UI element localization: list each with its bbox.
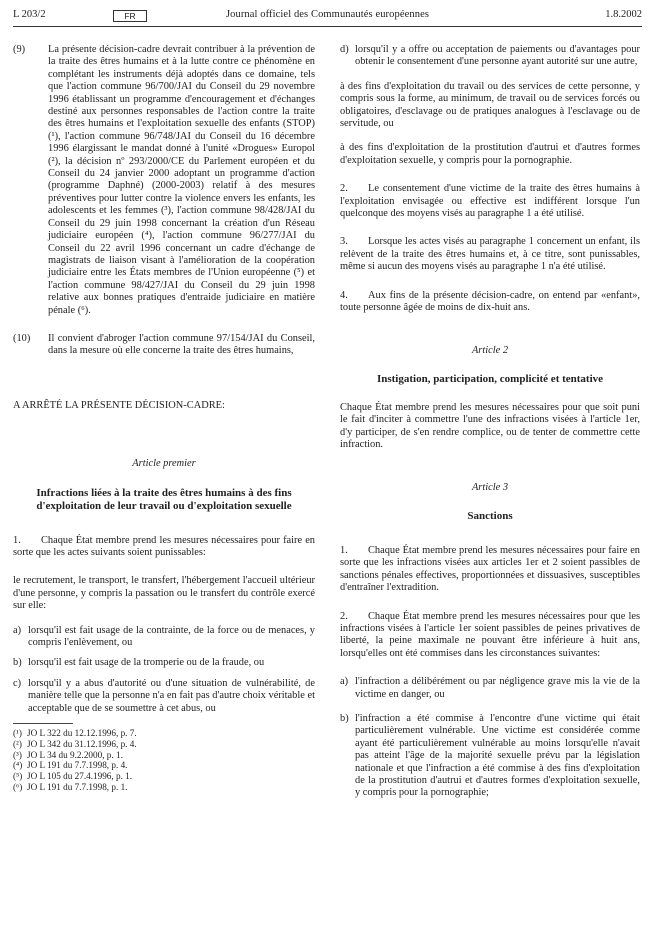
- recital-9: [13, 44, 315, 317]
- footnote-text: JO L 105 du 27.4.1996, p. 1.: [27, 771, 133, 782]
- recital-10: [13, 333, 315, 358]
- list-item: [340, 44, 640, 69]
- publication-date: 1.8.2002: [605, 9, 642, 20]
- paragraph-text: Chaque État membre prend les mesures nécessaires pour faire en sorte que les infractions visées aux articles 1er et 2 soient passibles de sanctions pénales effectives, proportionnées et dissuasives, susceptibles d'entraîner l'extradition.: [340, 544, 640, 594]
- paragraph-3: [340, 236, 640, 273]
- paragraph-number: 2.: [340, 610, 348, 622]
- list-marker: d): [340, 44, 349, 55]
- journal-title: Journal officiel des Communautés européennes: [225, 9, 430, 20]
- article-2-title: Instigation, participation, complicité et tentative: [376, 372, 604, 385]
- list-item: [340, 713, 640, 800]
- footnote-mark: (¹): [13, 728, 22, 739]
- footnote: [13, 771, 315, 782]
- article-3-paragraph-1: [340, 545, 640, 595]
- footnote-mark: (²): [13, 738, 22, 749]
- list-marker: c): [13, 677, 22, 689]
- footnote-text: JO L 191 du 7.7.1998, p. 4.: [27, 760, 128, 771]
- paragraph-number: 1.: [340, 544, 348, 556]
- page-reference: L 203/2: [13, 9, 46, 20]
- list-text: lorsqu'il y a offre ou acceptation de paiements ou d'avantages pour obtenir le consentement d'une personne ayant autorité sur une autre,: [355, 44, 640, 68]
- paragraph-number: 3.: [340, 236, 348, 248]
- intro-text: le recrutement, le transport, le transfert, l'hébergement l'accueil ultérieur d'une personne, y compris la passation ou le transfert du contrôle exercé sur elle:: [13, 575, 315, 612]
- paragraph-number: 1.: [13, 534, 21, 546]
- purpose-sexual: à des fins d'exploitation de la prostitution d'autrui et d'autres formes d'exploitation sexuelle, y compris pour la pornographie.: [340, 142, 640, 166]
- paragraph-text: Le consentement d'une victime de la traite des êtres humains à l'exploitation envisagée ou effective est indifférent lorsque l'un quelconque des moyens visés au paragraphe 1 a été utilisé.: [340, 183, 640, 220]
- footnote-mark: (⁶): [13, 782, 23, 793]
- article-title: Infractions liées à la traite des êtres humains à des fins d'exploitation de leur travail ou d'exploitation sexuelle: [36, 486, 292, 512]
- footnote-text: JO L 191 du 7.7.1998, p. 1.: [27, 782, 128, 793]
- footnote: [13, 750, 315, 761]
- left-column: [13, 44, 315, 925]
- article-3-title: Sanctions: [467, 509, 513, 522]
- list-text: lorsqu'il y a abus d'autorité ou d'une situation de vulnérabilité, de manière telle que la personne n'a en fait pas d'autre choix véritable et acceptable que de se soumettre à cet abus, ou: [28, 677, 315, 714]
- language-box: FR: [113, 10, 147, 22]
- list-item: [13, 625, 315, 650]
- article-3-paragraph-2: [340, 611, 640, 661]
- paragraph-number: 4.: [340, 289, 348, 301]
- list-item: [340, 676, 640, 701]
- list-item: [13, 678, 315, 715]
- list-text: l'infraction a délibérément ou par négligence grave mis la vie de la victime en danger, ou: [355, 676, 640, 700]
- list-text: lorsqu'il est fait usage de la tromperie ou de la fraude, ou: [28, 657, 265, 669]
- article-2-text: Chaque État membre prend les mesures nécessaires pour que soit puni le fait d'inciter à commettre l'une des infractions visées à l'article 1er, d'y participer, de s'en rendre complice, ou de tenter de commettre cette infraction.: [340, 401, 640, 451]
- page-header: [13, 9, 642, 23]
- paragraph-number: 2.: [340, 183, 348, 195]
- footnote-mark: (⁵): [13, 771, 23, 782]
- footnote: [13, 782, 315, 793]
- article-3-label: Article 3: [471, 481, 509, 493]
- paragraph-text: Aux fins de la présente décision-cadre, on entend par «enfant», toute personne âgée de moins de dix-huit ans.: [340, 289, 640, 314]
- footnote: [13, 760, 315, 771]
- purpose-labour: à des fins d'exploitation du travail ou des services de cette personne, y compris sous la forme, au minimum, de travail ou de services forcés ou obligatoires, d'esclavage ou de pratiques analogues à l'esclavage ou de servitude, ou: [340, 80, 640, 130]
- footnote: [13, 728, 315, 739]
- list-text: l'infraction a été commise à l'encontre d'une victime qui était particulièrement vulnérable. Une victime est considérée comme ayant été particulièrement vulnérable au moins lorsqu'elle n'avait pas atteint l'âge de la majorité sexuelle prévu par la législation nationale et que l'infraction a été commise à des fins d'exploitation de la prostitution d'autrui et d'autres formes d'exploitation sexuelle, y compris pour la pornographie;: [355, 713, 640, 799]
- adoption-statement: A ARRÊTÉ LA PRÉSENTE DÉCISION-CADRE:: [13, 399, 225, 411]
- paragraph-4: [340, 290, 640, 315]
- footnote-mark: (³): [13, 749, 22, 760]
- footnote-text: JO L 34 du 9.2.2000, p. 1.: [27, 749, 123, 760]
- footnote-mark: (⁴): [13, 760, 23, 771]
- list-marker: b): [340, 713, 349, 724]
- paragraph-text: Chaque État membre prend les mesures nécessaires pour que les infractions visées à l'article 1er soient passibles de peines privatives de liberté, la peine maximale ne pouvant être inférieure à huit ans, lorsqu'elles ont été commises dans les circonstances suivantes:: [340, 610, 640, 659]
- footnotes: [13, 728, 315, 793]
- footnote-text: JO L 342 du 31.12.1996, p. 4.: [27, 738, 137, 749]
- list-item: [13, 657, 315, 669]
- footnote: [13, 739, 315, 750]
- header-rule: [13, 26, 642, 27]
- right-column: [340, 44, 640, 925]
- paragraph-text: Chaque État membre prend les mesures nécessaires pour faire en sorte que les actes suivants soient punissables:: [13, 534, 315, 558]
- list-text: lorsqu'il est fait usage de la contrainte, de la force ou de menaces, y compris l'enlèvement, ou: [28, 624, 315, 648]
- paragraph-text: Lorsque les actes visés au paragraphe 1 concernent un enfant, ils relèvent de la traite des êtres humains et, à ce titre, sont punissables, même si aucun des moyens visés au paragraphe 1 n'a été utilisé.: [340, 236, 640, 273]
- recital-number: (10): [13, 332, 31, 344]
- recital-number: (9): [13, 44, 26, 55]
- list-marker: b): [13, 657, 22, 669]
- article-label: Article premier: [132, 458, 196, 470]
- paragraph-1: [13, 535, 315, 560]
- footnote-text: JO L 322 du 12.12.1996, p. 7.: [27, 728, 137, 739]
- list-marker: a): [340, 676, 349, 688]
- article-2-label: Article 2: [471, 344, 509, 356]
- list-marker: a): [13, 624, 22, 636]
- recital-text: Il convient d'abroger l'action commune 97/154/JAI du Conseil, dans la mesure où elle concerne la traite des êtres humains,: [48, 332, 315, 357]
- recital-text: La présente décision-cadre devrait contribuer à la prévention de la traite des êtres humains et à la lutte contre ce phénomène en complétant les instruments déjà adoptés dans ce domaine, tels que l'action commune 96/700/JAI du Conseil du 29 novembre 1996 établissant un programme d'encouragement et d'échanges destiné aux personnes responsables de l'action contre la traite des êtres humains et l'exploitation sexuelle des enfants (STOP) (¹), l'action commune 96/748/JAI du Conseil du 16 décembre 1996 élargissant le mandat donné à l'unité «Drogues» Europol (²), la décision nº 293/2000/CE du Parlement européen et du Conseil du 24 janvier 2000 adoptant un programme d'action (programme Daphné) (2000-2003) relatif à des mesures préventives pour lutter contre la violence envers les enfants, les adolescents et les femmes (³), l'action commune 98/428/JAI du Conseil du 29 juin 1998 concernant la création d'un Réseau judiciaire européen (⁴), l'action commune 96/277/JAI du Conseil du 22 avril 1996 concernant un cadre d'échange de magistrats de liaison visant à l'amélioration de la coopération judiciaire entre les États membres de l'Union européenne (⁵) et l'action commune 98/427/JAI du Conseil du 29 juin 1998 relative aux bonnes pratiques d'entraide judiciaire en matière pénale (⁶).: [48, 44, 315, 316]
- paragraph-2: [340, 183, 640, 220]
